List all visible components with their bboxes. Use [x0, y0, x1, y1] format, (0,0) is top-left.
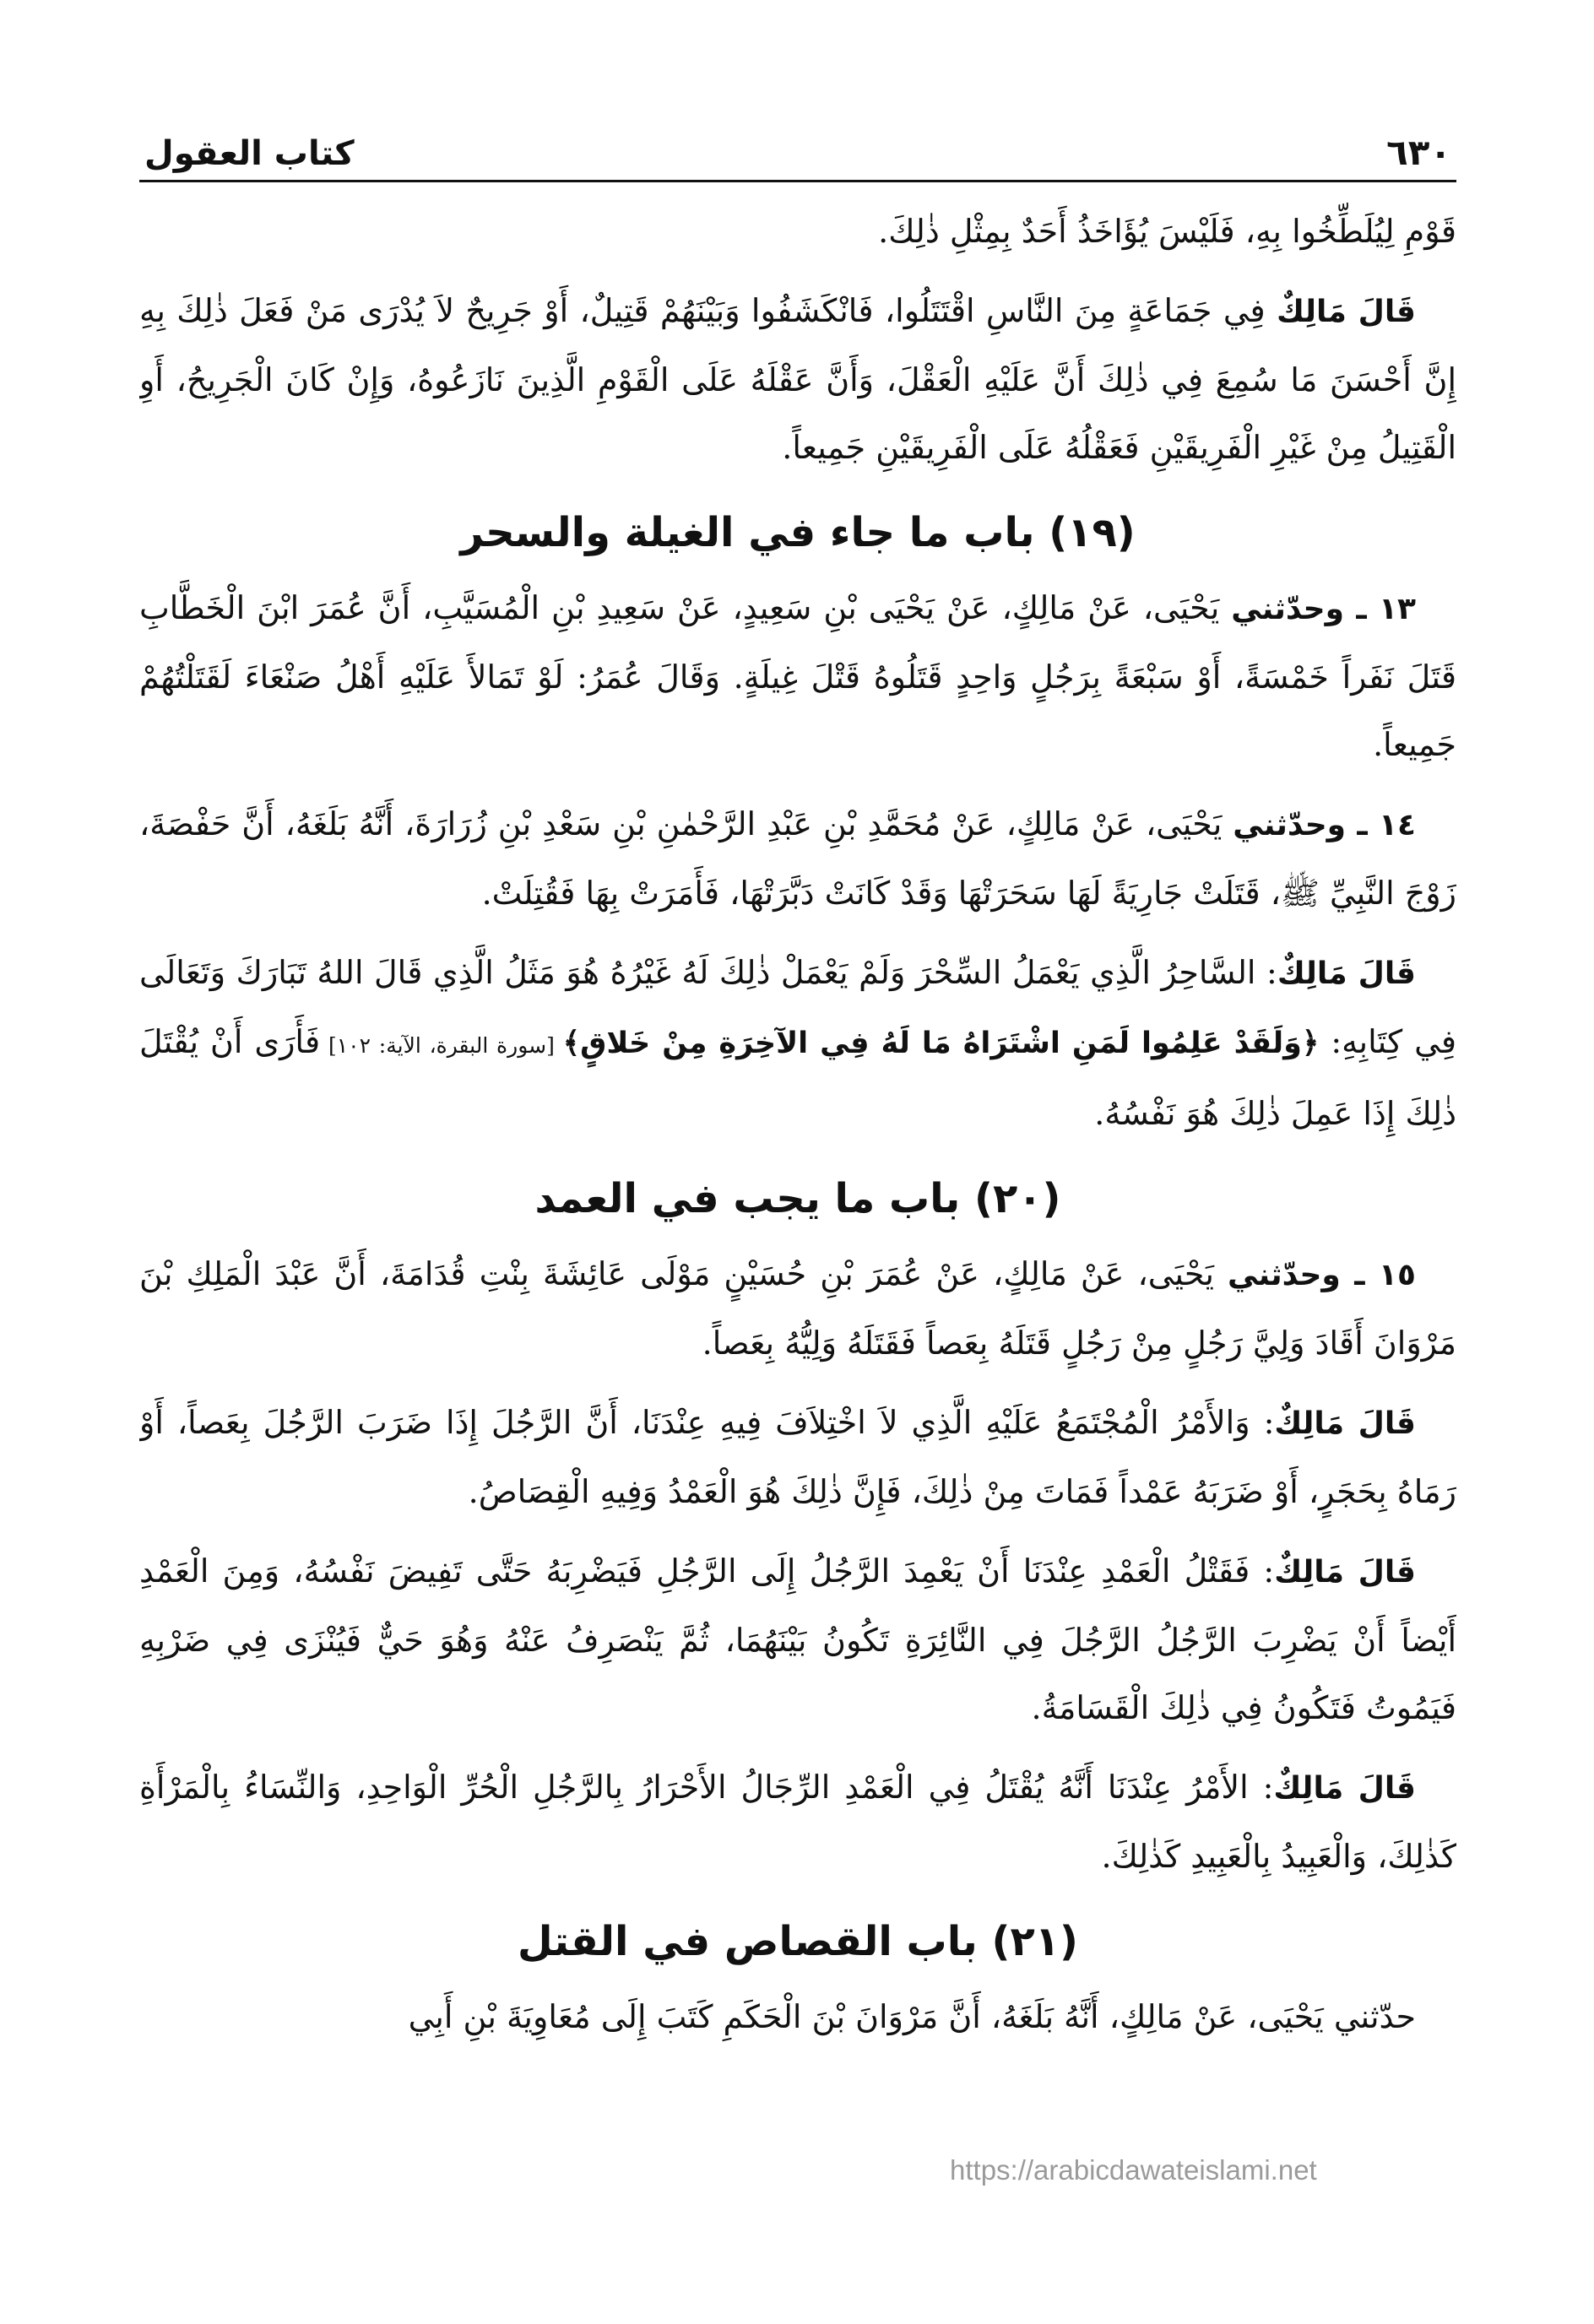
hadith-number-label: ١٣ ـ وحدّثني [1231, 592, 1417, 626]
paragraph [139, 198, 1456, 265]
chapter-heading: (٢١) باب القصاص في القتل [518, 1918, 1078, 1965]
hadith-paragraph [139, 574, 1456, 778]
hadith-number-label: ١٤ ـ وحدّثني [1233, 808, 1417, 842]
book-title: كتاب العقول [144, 134, 355, 173]
chapter-heading: (١٩) باب ما جاء في الغيلة والسحر [460, 509, 1136, 556]
paragraph-text: : الأَمْرُ عِنْدَنَا أَنَّهُ يُقْتَلُ فِي الْعَمْدِ الرِّجَالُ الأَحْرَارُ بِالرَّجُلِ الْحُرِّ الْوَاحِدِ، وَالنِّسَاءُ بِالْمَرْأَةِ كَذٰلِكَ، وَالْعَبِيدُ بِالْعَبِيدِ كَذٰلِكَ. [139, 1769, 1456, 1875]
speaker-label: قَالَ مَالِكٌ [1274, 1406, 1416, 1441]
malik-saying-paragraph [139, 939, 1456, 1147]
speaker-label: قَالَ مَالِكٌ [1273, 1771, 1417, 1806]
paragraph-text: يَحْيَى، عَنْ مَالِكٍ، عَنْ عُمَرَ بْنِ حُسَيْنٍ مَوْلَى عَائِشَةَ بِنْتِ قُدَامَةَ، أَنَّ عَبْدَ الْمَلِكِ بْنَ مَرْوَانَ أَقَادَ وَلِيَّ رَجُلٍ مِنْ رَجُلٍ قَتَلَهُ بِعَصاً فَقَتَلَهُ وَلِيُّهُ بِعَصاً. [139, 1255, 1456, 1362]
paragraph-text: فَأَرَى أَنْ يُقْتَلَ ذٰلِكَ إِذَا عَمِلَ ذٰلِكَ هُوَ نَفْسُهُ. [139, 1023, 1456, 1132]
paragraph-text: : السَّاحِرُ الَّذِي يَعْمَلُ السِّحْرَ وَلَمْ يَعْمَلْ ذٰلِكَ لَهُ غَيْرُهُ هُوَ مَثَلُ الَّذِي قَالَ اللهُ تَبَارَكَ وَتَعَالَى فِي كِتَابِهِ: [139, 954, 1456, 1060]
malik-saying-paragraph [139, 277, 1456, 481]
speaker-label: قَالَ مَالِكٌ [1277, 956, 1416, 991]
page-body [139, 182, 1456, 2050]
malik-saying-paragraph [139, 1753, 1456, 1890]
watermark-url: https://arabicdawateislami.net [950, 2154, 1317, 2186]
speaker-label: قَالَ مَالِكٌ [1277, 295, 1416, 329]
paragraph-text: فِي جَمَاعَةٍ مِنَ النَّاسِ اقْتَتَلُوا، فَانْكَشَفُوا وَبَيْنَهُمْ قَتِيلٌ، أَوْ جَرِيحٌ لاَ يُدْرَى مَنْ فَعَلَ ذٰلِكَ بِهِ إِنَّ أَحْسَنَ مَا سُمِعَ فِي ذٰلِكَ أَنَّ عَلَيْهِ الْعَقْلَ، وَأَنَّ عَقْلَهُ عَلَى الْقَوْمِ الَّذِينَ نَازَعُوهُ، وَإِنْ كَانَ الْجَرِيحُ، أَوِ الْقَتِيلُ مِنْ غَيْرِ الْفَرِيقَيْنِ فَعَقْلُهُ عَلَى الْفَرِيقَيْنِ جَمِيعاً. [139, 292, 1456, 466]
quran-verse: ﴿وَلَقَدْ عَلِمُوا لَمَنِ اشْتَرَاهُ مَا لَهُ فِي الآخِرَةِ مِنْ خَلاقٍ﴾ [562, 1027, 1320, 1060]
verse-reference: [سورة البقرة، الآية: ١٠٢] [320, 1033, 563, 1058]
paragraph-text: : وَالأَمْرُ الْمُجْتَمَعُ عَلَيْهِ الَّذِي لاَ اخْتِلاَفَ فِيهِ عِنْدَنَا، أَنَّ الرَّجُلَ إِذَا ضَرَبَ الرَّجُلَ بِعَصاً، أَوْ رَمَاهُ بِحَجَرٍ، أَوْ ضَرَبَهُ عَمْداً فَمَاتَ مِنْ ذٰلِكَ، فَإِنَّ ذٰلِكَ هُوَ الْعَمْدُ وَفِيهِ الْقِصَاصُ. [139, 1404, 1456, 1510]
paragraph-text: يَحْيَى، عَنْ مَالِكٍ، عَنْ مُحَمَّدِ بْنِ عَبْدِ الرَّحْمٰنِ بْنِ سَعْدِ بْنِ زُرَارَةَ، أَنَّهُ بَلَغَهُ، أَنَّ حَفْصَةَ، زَوْجَ النَّبِيِّ ﷺ، قَتَلَتْ جَارِيَةً لَهَا سَحَرَتْهَا وَقَدْ كَانَتْ دَبَّرَتْهَا، فَأَمَرَتْ بِهَا فَقُتِلَتْ. [139, 805, 1456, 912]
speaker-label: قَالَ مَالِكٌ [1274, 1555, 1416, 1590]
page-number: ٦٣٠ [1386, 132, 1451, 173]
paragraph-text: يَحْيَى، عَنْ مَالِكٍ، عَنْ يَحْيَى بْنِ سَعِيدٍ، عَنْ سَعِيدِ بْنِ الْمُسَيَّبِ، أَنَّ عُمَرَ ابْنَ الْخَطَّابِ قَتَلَ نَفَراً خَمْسَةً، أَوْ سَبْعَةً بِرَجُلٍ وَاحِدٍ قَتَلُوهُ قَتْلَ غِيلَةٍ. وَقَالَ عُمَرُ: لَوْ تَمَالأَ عَلَيْهِ أَهْلُ صَنْعَاءَ لَقَتَلْتُهُمْ جَمِيعاً. [139, 589, 1456, 763]
page-header [139, 118, 1456, 182]
book-page [139, 118, 1456, 2279]
malik-saying-paragraph [139, 1537, 1456, 1742]
paragraph-text: حدّثني يَحْيَى، عَنْ مَالِكٍ، أَنَّهُ بَلَغَهُ، أَنَّ مَرْوَانَ بْنَ الْحَكَمِ كَتَبَ إِلَى مُعَاوِيَةَ بْنِ أَبِي [408, 1998, 1416, 2035]
paragraph-text: : فَقَتْلُ الْعَمْدِ عِنْدَنَا أَنْ يَعْمِدَ الرَّجُلُ إِلَى الرَّجُلِ فَيَضْرِبَهُ حَتَّى تَفِيضَ نَفْسُهُ، وَمِنَ الْعَمْدِ أَيْضاً أَنْ يَضْرِبَ الرَّجُلُ الرَّجُلَ فِي النَّائِرَةِ تَكُونُ بَيْنَهُمَا، ثُمَّ يَنْصَرِفُ عَنْهُ وَهُوَ حَيٌّ فَيُنْزَى فِي ضَرْبِهِ فَيَمُوتُ فَتَكُونُ فِي ذٰلِكَ الْقَسَامَةُ. [139, 1552, 1456, 1726]
hadith-paragraph [139, 1983, 1456, 2050]
chapter-heading: (٢٠) باب ما يجب في العمد [534, 1175, 1061, 1222]
hadith-paragraph [139, 790, 1456, 927]
paragraph-text: قَوْمِ لِيُلَطِّخُوا بِهِ، فَلَيْسَ يُؤَاخَذُ أَحَدٌ بِمِثْلِ ذٰلِكَ. [878, 213, 1456, 250]
hadith-number-label: ١٥ ـ وحدّثني [1228, 1258, 1416, 1292]
malik-saying-paragraph [139, 1389, 1456, 1525]
hadith-paragraph [139, 1240, 1456, 1377]
